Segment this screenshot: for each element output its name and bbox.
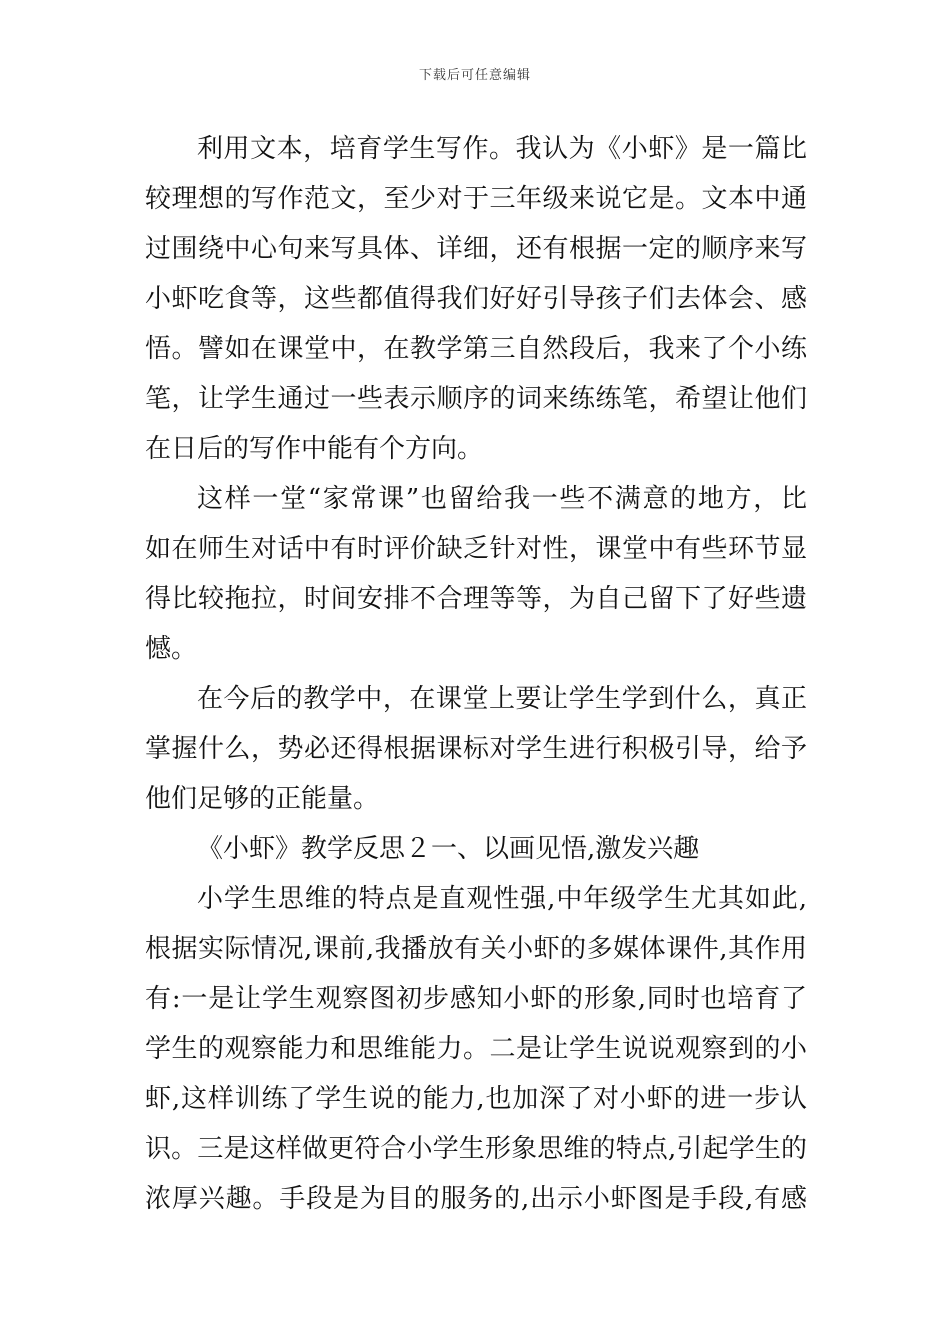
text-line: 这样一堂“家常课”也留给我一些不满意的地方，比 — [197, 484, 807, 514]
text-line: 利用文本，培育学生写作。我认为《小虾》是一篇比 — [197, 134, 807, 164]
text-line: 笔，让学生通过一些表示顺序的词来练练笔，希望让他们 — [145, 384, 807, 414]
text-line: 得比较拖拉，时间安排不合理等等，为自己留下了好些遗 — [145, 584, 807, 614]
text-line: 如在师生对话中有时评价缺乏针对性，课堂中有些环节显 — [145, 534, 807, 564]
text-line: 他们足够的正能量。 — [145, 784, 380, 814]
body-text — [145, 124, 807, 1224]
text-line: 憾。 — [145, 634, 198, 664]
text-line: 虾,这样训练了学生说的能力,也加深了对小虾的进一步认 — [145, 1084, 807, 1114]
text-line: 识。三是这样做更符合小学生形象思维的特点,引起学生的 — [145, 1134, 807, 1164]
header-note: 下载后可任意编辑 — [418, 68, 531, 83]
text-line: 根据实际情况,课前,我播放有关小虾的多媒体课件,其作用 — [145, 934, 807, 964]
text-line: 较理想的写作范文，至少对于三年级来说它是。文本中通 — [145, 184, 807, 214]
text-line: 悟。譬如在课堂中，在教学第三自然段后，我来了个小练 — [145, 334, 807, 364]
text-line: 在日后的写作中能有个方向。 — [145, 434, 484, 464]
text-line: 过围绕中心句来写具体、详细，还有根据一定的顺序来写 — [145, 234, 807, 264]
text-line: 在今后的教学中，在课堂上要让学生学到什么，真正 — [197, 684, 807, 714]
text-line: 浓厚兴趣。手段是为目的服务的,出示小虾图是手段,有感 — [145, 1184, 807, 1214]
section-heading: 《小虾》教学反思２一、以画见悟,激发兴趣 — [197, 834, 700, 864]
text-line: 学生的观察能力和思维能力。二是让学生说说观察到的小 — [145, 1034, 807, 1064]
text-line: 有:一是让学生观察图初步感知小虾的形象,同时也培育了 — [145, 984, 807, 1014]
text-line: 小虾吃食等，这些都值得我们好好引导孩子们去体会、感 — [145, 284, 807, 314]
text-line: 小学生思维的特点是直观性强,中年级学生尤其如此, — [197, 884, 807, 914]
text-line: 掌握什么，势必还得根据课标对学生进行积极引导，给予 — [145, 734, 807, 764]
